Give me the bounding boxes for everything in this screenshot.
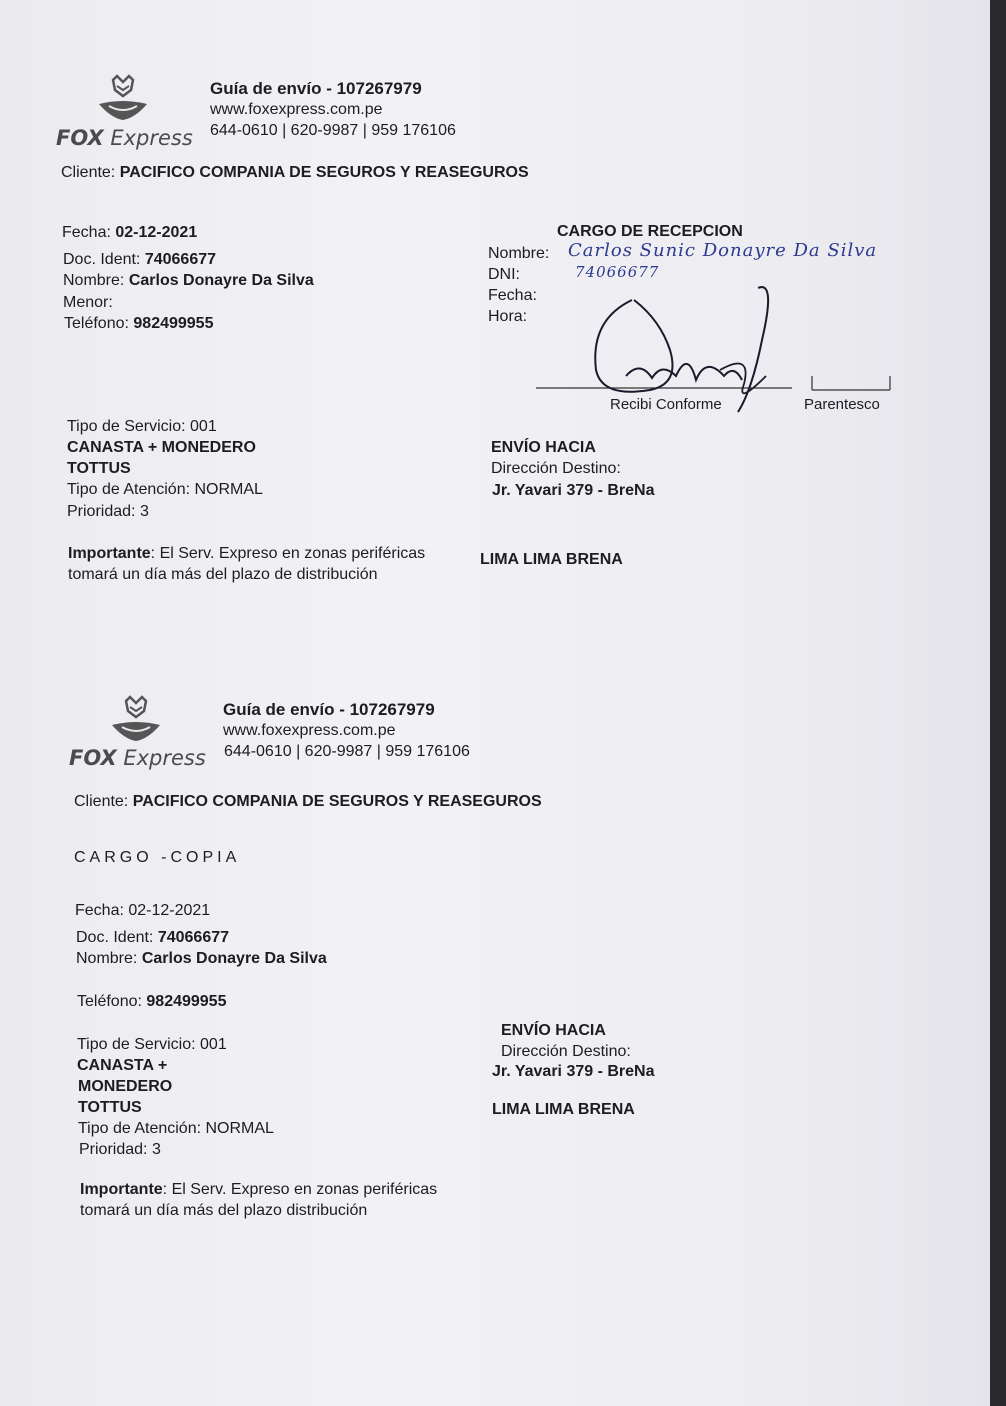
atencion-row: Tipo de Atención: NORMAL bbox=[67, 481, 263, 498]
importante-line-2: tomará un día más del plazo de distribución bbox=[68, 566, 378, 583]
servicio-row: Tipo de Servicio: 001 bbox=[77, 1036, 227, 1053]
client-row: Cliente: PACIFICO COMPANIA DE SEGUROS Y REASEGUROS bbox=[74, 793, 542, 810]
cargo-hora-label: Hora: bbox=[488, 308, 528, 325]
destino-address: Jr. Yavari 379 - BreNa bbox=[492, 1063, 655, 1080]
doc-ident-row: Doc. Ident: 74066677 bbox=[76, 929, 230, 946]
product-line-2: TOTTUS bbox=[67, 460, 131, 477]
cargo-fecha-label: Fecha: bbox=[488, 287, 537, 304]
fecha-row: Fecha: 02-12-2021 bbox=[75, 902, 211, 919]
product-line-1: CANASTA + MONEDERO bbox=[67, 439, 256, 456]
menor-row: Menor: bbox=[63, 294, 113, 311]
destino-label: Dirección Destino: bbox=[501, 1043, 631, 1060]
nombre-row: Nombre: Carlos Donayre Da Silva bbox=[63, 272, 314, 289]
handwritten-name: Carlos Sunic Donayre Da Silva bbox=[568, 240, 878, 261]
handwritten-dni: 74066677 bbox=[575, 263, 660, 281]
atencion-row: Tipo de Atención: NORMAL bbox=[78, 1120, 274, 1137]
guide-title: Guía de envío - 107267979 bbox=[210, 79, 422, 98]
parentesco-label: Parentesco bbox=[804, 396, 880, 413]
prioridad-row: Prioridad: 3 bbox=[79, 1141, 161, 1158]
nombre-row: Nombre: Carlos Donayre Da Silva bbox=[76, 950, 327, 967]
doc-ident-row: Doc. Ident: 74066677 bbox=[63, 251, 217, 268]
cargo-recepcion-title: CARGO DE RECEPCION bbox=[557, 223, 743, 240]
envio-hacia-title: ENVÍO HACIA bbox=[491, 439, 596, 456]
fox-logo-icon bbox=[95, 74, 151, 126]
importante-line-2: tomará un día más del plazo distribución bbox=[80, 1202, 368, 1219]
cargo-copia-label: CARGO -COPIA bbox=[74, 849, 241, 866]
brand-logo-text: FOX Express bbox=[69, 746, 206, 770]
prioridad-row: Prioridad: 3 bbox=[67, 503, 149, 520]
cargo-dni-label: DNI: bbox=[488, 266, 520, 283]
website: www.foxexpress.com.pe bbox=[210, 101, 383, 118]
client-row: Cliente: PACIFICO COMPANIA DE SEGUROS Y REASEGUROS bbox=[61, 164, 529, 181]
website: www.foxexpress.com.pe bbox=[223, 722, 396, 739]
location-text: LIMA LIMA BRENA bbox=[492, 1101, 635, 1118]
product-line-2: MONEDERO bbox=[78, 1078, 173, 1095]
phones: 644-0610 | 620-9987 | 959 176106 bbox=[224, 743, 470, 760]
importante-line-1: Importante: El Serv. Expreso en zonas periféricas bbox=[80, 1181, 438, 1198]
recibi-conforme-label: Recibi Conforme bbox=[610, 396, 722, 413]
servicio-row: Tipo de Servicio: 001 bbox=[67, 418, 217, 435]
guide-title: Guía de envío - 107267979 bbox=[223, 700, 435, 719]
brand-logo-text: FOX Express bbox=[56, 126, 193, 150]
product-line-3: TOTTUS bbox=[78, 1099, 142, 1116]
product-line-1: CANASTA + bbox=[77, 1057, 168, 1074]
phones: 644-0610 | 620-9987 | 959 176106 bbox=[210, 122, 456, 139]
telefono-row: Teléfono: 982499955 bbox=[77, 993, 227, 1010]
telefono-row: Teléfono: 982499955 bbox=[64, 315, 214, 332]
cargo-nombre-label: Nombre: bbox=[488, 245, 550, 262]
fox-logo-icon bbox=[108, 695, 164, 747]
destino-label: Dirección Destino: bbox=[491, 460, 621, 477]
fecha-row: Fecha: 02-12-2021 bbox=[62, 224, 198, 241]
location-text: LIMA LIMA BRENA bbox=[480, 551, 623, 568]
envio-hacia-title: ENVÍO HACIA bbox=[501, 1022, 606, 1039]
destino-address: Jr. Yavari 379 - BreNa bbox=[492, 482, 655, 499]
importante-line-1: Importante: El Serv. Expreso en zonas periféricas bbox=[68, 545, 426, 562]
